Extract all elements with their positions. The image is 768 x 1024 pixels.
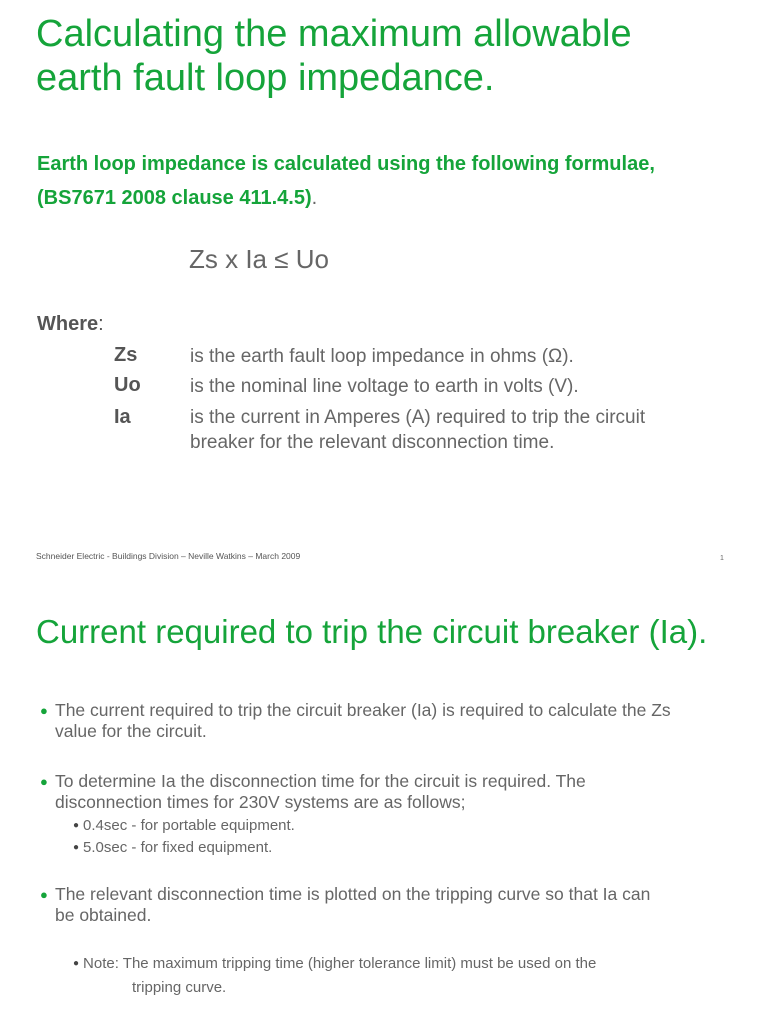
intro-line-2: (BS7671 2008 clause 411.4.5) <box>37 187 312 209</box>
definition-uo: is the nominal line voltage to earth in volts (V). <box>190 376 579 397</box>
slide-title-2: Current required to trip the circuit breaker (Ia). <box>36 613 708 650</box>
slide-footer: Schneider Electric - Buildings Division – Neville Watkins – March 2009 <box>36 551 301 561</box>
definition-ia-line-2: breaker for the relevant disconnection time. <box>190 432 555 453</box>
symbol-uo: Uo <box>114 374 141 396</box>
definition-zs: is the earth fault loop impedance in ohms (Ω). <box>190 346 574 367</box>
title-line-2: earth fault loop impedance. <box>36 57 495 99</box>
sub-bullet-item <box>73 817 295 834</box>
title-line-1: Calculating the maximum allowable <box>36 13 632 55</box>
where-colon: : <box>98 313 104 335</box>
intro-period: . <box>311 187 318 209</box>
intro-line-1: Earth loop impedance is calculated using the following formulae, <box>37 153 655 175</box>
where-label <box>37 313 104 336</box>
definition-ia-line-1: is the current in Amperes (A) required to trip the circuit <box>190 407 646 428</box>
where-word: Where <box>37 313 99 335</box>
bullet-dot: ● <box>40 703 48 718</box>
sub-bullet-dot: ● <box>73 820 80 831</box>
slide-title <box>36 12 632 100</box>
formula: Zs x Ia ≤ Uo <box>189 244 329 274</box>
bullet-item <box>40 771 730 813</box>
bullet-line: The current required to trip the circuit breaker (Ia) is required to calculate the Zs <box>55 700 671 720</box>
sub-bullet-item <box>73 839 272 856</box>
symbol-zs: Zs <box>114 344 138 366</box>
bullet-line: disconnection times for 230V systems are as follows; <box>55 792 466 812</box>
bullet-line: The relevant disconnection time is plotted on the tripping curve so that Ia can <box>55 884 651 904</box>
note-line-1: Note: The maximum tripping time (higher tolerance limit) must be used on the <box>83 955 597 972</box>
page-number: 1 <box>720 555 724 562</box>
bullet-line: be obtained. <box>55 905 152 925</box>
sub-bullet-text: 0.4sec - for portable equipment. <box>83 817 295 834</box>
bullet-item <box>40 884 730 926</box>
symbol-ia: Ia <box>114 406 131 428</box>
bullet-text <box>55 700 730 742</box>
sub-bullet-text: 5.0sec - for fixed equipment. <box>83 839 273 856</box>
definition-ia <box>190 405 730 455</box>
bullet-text <box>55 884 730 926</box>
bullet-dot: ● <box>40 774 48 789</box>
note <box>73 953 596 999</box>
formula-intro <box>37 147 655 215</box>
bullet-dot: ● <box>40 887 48 902</box>
bullet-item <box>40 700 730 742</box>
note-line-2: tripping curve. <box>132 979 227 996</box>
bullet-line: To determine Ia the disconnection time for the circuit is required. The <box>55 771 586 791</box>
note-bullet-dot: ● <box>73 958 80 969</box>
bullet-line: value for the circuit. <box>55 721 207 741</box>
bullet-text <box>55 771 730 813</box>
sub-bullet-dot: ● <box>73 842 80 853</box>
